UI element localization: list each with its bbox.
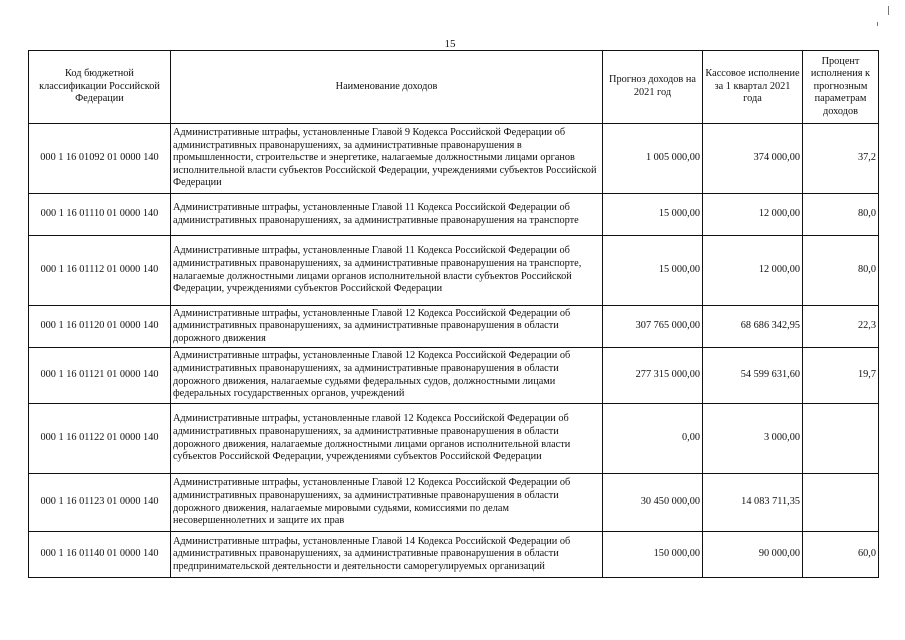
row-name: Административные штрафы, установленные Главой 9 Кодекса Российской Федерации об административных правонарушениях, за административные правонарушения в промышленности, строительстве и энергетике, налагаемые должностными лицами органов исполнительной власти субъектов Российской Федерации, учреждениями субъектов Российской Федерации (171, 124, 603, 194)
table-row (29, 306, 879, 348)
row-cash: 374 000,00 (703, 124, 803, 194)
row-code: 000 1 16 01121 01 0000 140 (29, 348, 171, 404)
table-row (29, 194, 879, 236)
table-row (29, 236, 879, 306)
row-name: Административные штрафы, установленные главой 12 Кодекса Российской Федерации об административных правонарушениях, за административные правонарушения в области дорожного движения, налагаемые должностными лицами органов исполнительной власти субъектов Российской Федерации, учреждениями субъектов Российской Федерации (171, 404, 603, 474)
row-name: Административные штрафы, установленные Главой 14 Кодекса Российской Федерации об административных правонарушениях, за административные правонарушения в области предпринимательской деятельности и деятельности саморегулируемых организаций (171, 532, 603, 578)
header-cash: Кассовое исполнение за 1 квартал 2021 года (703, 51, 803, 124)
row-forecast: 15 000,00 (603, 236, 703, 306)
header-percent: Процент исполнения к прогнозным параметрам доходов (803, 51, 879, 124)
row-name: Административные штрафы, установленные Главой 12 Кодекса Российской Федерации об административных правонарушениях, за административные правонарушения в области дорожного движения, налагаемые судьями федеральных судов, должностными лицами федеральных государственных органов, учреждений (171, 348, 603, 404)
row-percent: 22,3 (803, 306, 879, 348)
row-name: Административные штрафы, установленные Главой 12 Кодекса Российской Федерации об административных правонарушениях, за административные правонарушения в области дорожного движения (171, 306, 603, 348)
row-forecast: 0,00 (603, 404, 703, 474)
table-header-row (29, 51, 879, 124)
header-forecast: Прогноз доходов на 2021 год (603, 51, 703, 124)
row-cash: 54 599 631,60 (703, 348, 803, 404)
header-code: Код бюджетной классификации Российской Федерации (29, 51, 171, 124)
header-name: Наименование доходов (171, 51, 603, 124)
table-row (29, 404, 879, 474)
row-cash: 14 083 711,35 (703, 474, 803, 532)
row-code: 000 1 16 01110 01 0000 140 (29, 194, 171, 236)
row-code: 000 1 16 01092 01 0000 140 (29, 124, 171, 194)
scan-mark-right (877, 22, 878, 26)
row-name: Административные штрафы, установленные Главой 11 Кодекса Российской Федерации об административных правонарушениях, за административные правонарушения на транспорте (171, 194, 603, 236)
row-cash: 90 000,00 (703, 532, 803, 578)
row-forecast: 15 000,00 (603, 194, 703, 236)
row-percent (803, 474, 879, 532)
row-code: 000 1 16 01122 01 0000 140 (29, 404, 171, 474)
row-forecast: 1 005 000,00 (603, 124, 703, 194)
row-percent: 80,0 (803, 236, 879, 306)
row-percent: 19,7 (803, 348, 879, 404)
row-cash: 3 000,00 (703, 404, 803, 474)
row-percent (803, 404, 879, 474)
row-code: 000 1 16 01112 01 0000 140 (29, 236, 171, 306)
table-row (29, 348, 879, 404)
row-cash: 68 686 342,95 (703, 306, 803, 348)
row-code: 000 1 16 01123 01 0000 140 (29, 474, 171, 532)
row-code: 000 1 16 01120 01 0000 140 (29, 306, 171, 348)
row-forecast: 277 315 000,00 (603, 348, 703, 404)
row-forecast: 150 000,00 (603, 532, 703, 578)
table-row (29, 532, 879, 578)
row-name: Административные штрафы, установленные Главой 11 Кодекса Российской Федерации об административных правонарушениях, за административные правонарушения на транспорте, налагаемые должностными лицами органов исполнительной власти субъектов Российской Федерации, учреждениями субъектов Российской Федерации (171, 236, 603, 306)
row-cash: 12 000,00 (703, 194, 803, 236)
table-row (29, 124, 879, 194)
row-code: 000 1 16 01140 01 0000 140 (29, 532, 171, 578)
row-cash: 12 000,00 (703, 236, 803, 306)
row-forecast: 307 765 000,00 (603, 306, 703, 348)
row-name: Административные штрафы, установленные Главой 12 Кодекса Российской Федерации об административных правонарушениях, за административные правонарушения в области дорожного движения, налагаемые мировыми судьями, комиссиями по делам несовершеннолетних и защите их прав (171, 474, 603, 532)
row-percent: 80,0 (803, 194, 879, 236)
row-forecast: 30 450 000,00 (603, 474, 703, 532)
page-number: 15 (444, 38, 456, 50)
row-percent: 37,2 (803, 124, 879, 194)
table-row (29, 474, 879, 532)
revenue-table (28, 50, 879, 578)
row-percent: 60,0 (803, 532, 879, 578)
scan-mark-top-right (888, 6, 889, 15)
